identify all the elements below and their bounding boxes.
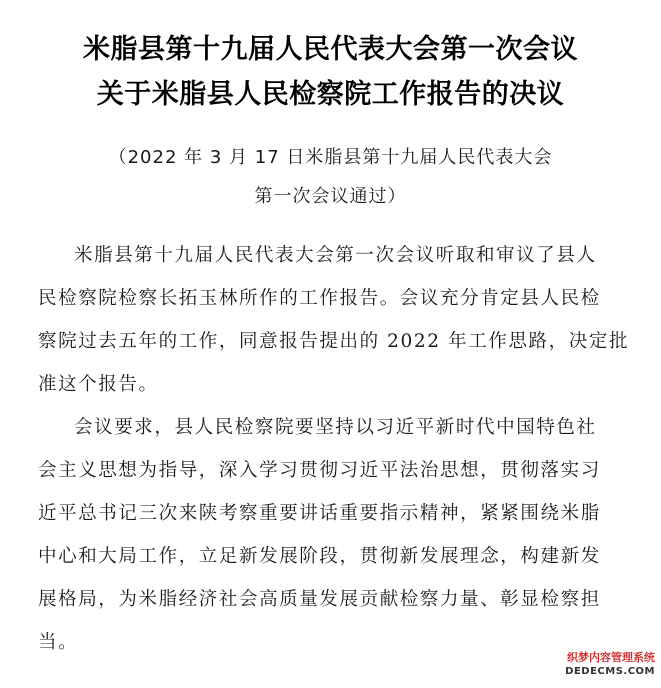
paragraph-2-line: 会主义思想为指导，深入学习贯彻习近平法治思想，贯彻落实习 (38, 460, 601, 481)
adoption-note-line-1: （2022 年 3 月 17 日米脂县第十九届人民代表大会 (108, 147, 553, 168)
adoption-note-line-2: 第一次会议通过） (254, 186, 407, 207)
paragraph-1-line: 民检察院检察长拓玉林所作的工作报告。会议充分肯定县人民检 (38, 288, 601, 309)
document-title-line-1: 米脂县第十九届人民代表大会第一次会议 (83, 34, 578, 65)
paragraph-1-line: 准这个报告。 (38, 374, 159, 395)
paragraph-2-line: 近平总书记三次来陕考察重要讲话重要指示精神，紧紧围绕米脂 (38, 503, 601, 524)
paragraph-1-line: 米脂县第十九届人民代表大会第一次会议听取和审议了县人 (74, 245, 597, 266)
paragraph-2-line: 当。 (38, 632, 79, 653)
watermark-line-2: DEDECMS.COM (565, 666, 655, 677)
paragraph-2-line: 中心和大局工作，立足新发展阶段，贯彻新发展理念，构建新发 (38, 546, 601, 567)
watermark-line-1: 织梦内容管理系统 (567, 651, 655, 664)
paragraph-1-line: 察院过去五年的工作，同意报告提出的 2022 年工作思路，决定批 (38, 331, 630, 352)
document-title-line-2: 关于米脂县人民检察院工作报告的决议 (96, 79, 565, 110)
paragraph-2-line: 展格局，为米脂经济社会高质量发展贡献检察力量、彰显检察担 (38, 589, 601, 610)
paragraph-2-line: 会议要求，县人民检察院要坚持以习近平新时代中国特色社 (74, 417, 597, 438)
watermark (565, 651, 655, 679)
